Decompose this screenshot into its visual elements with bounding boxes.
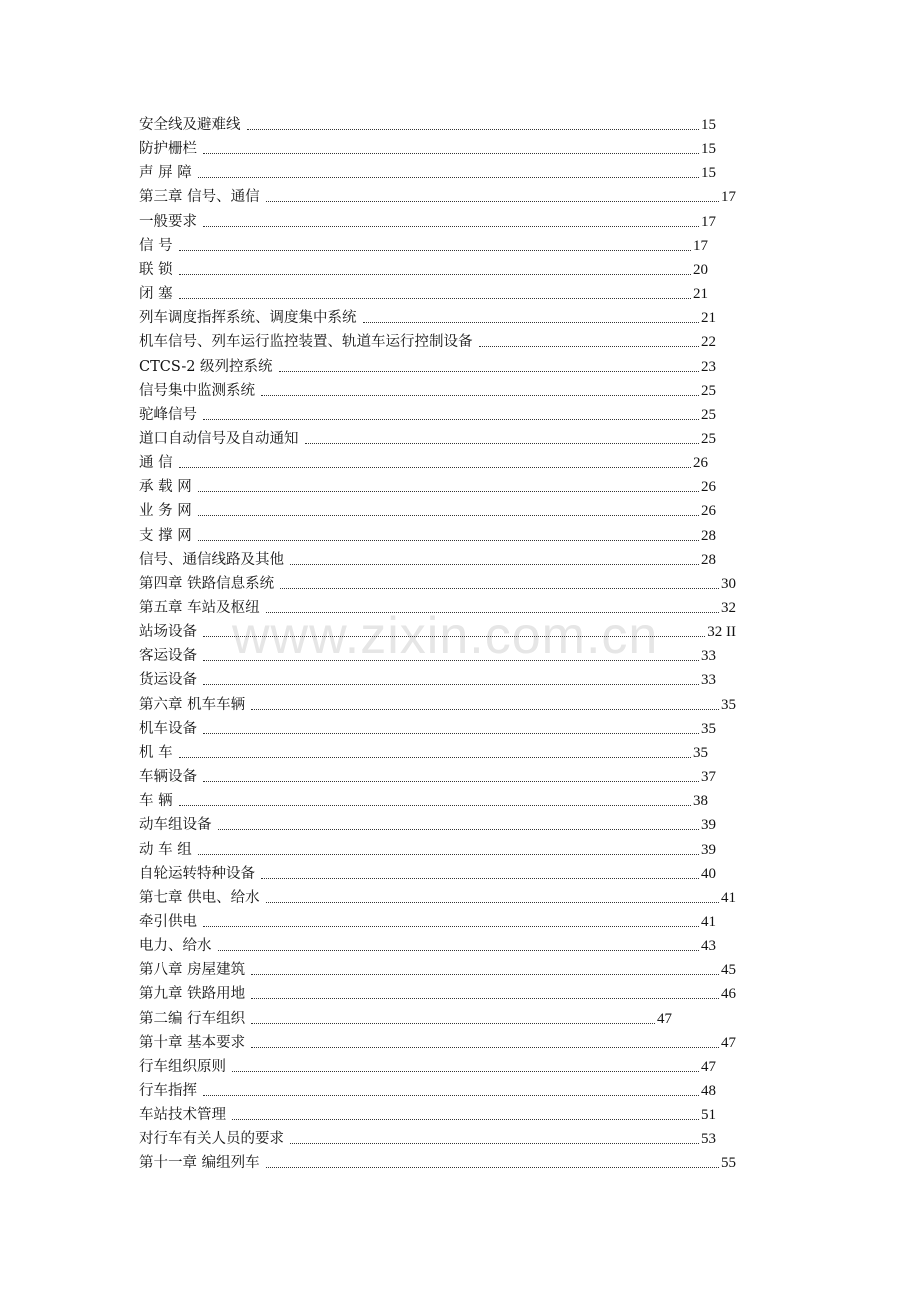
watermark: www.zixin.com.cn [232,607,659,665]
toc-entry-page: 28 [701,528,716,544]
toc-leader-dots [290,550,699,565]
toc-leader-dots [203,719,699,734]
toc-leader-dots [261,381,699,396]
toc-entry[interactable] [139,788,708,810]
toc-entry-title: 第二编 行车组织 [139,1011,246,1027]
toc-entry[interactable] [139,378,716,400]
toc-entry-page: 35 [693,745,708,761]
toc-entry[interactable] [139,281,708,303]
toc-entry-page: 33 [701,648,716,664]
toc-entry-title: 承 载 网 [139,479,192,495]
toc-entry-page: 17 [701,214,716,230]
toc-entry-title: 自轮运转特种设备 [139,866,255,882]
toc-entry[interactable] [139,1126,716,1148]
toc-entry[interactable] [139,619,736,641]
toc-leader-dots [179,260,691,275]
toc-leader-dots [290,1129,699,1144]
toc-entry-title: 货运设备 [139,672,197,688]
toc-leader-dots [203,646,699,661]
toc-entry-page: 23 [701,359,716,375]
toc-entry-page: 28 [701,552,716,568]
toc-leader-dots [266,1153,719,1168]
toc-leader-dots [232,1057,699,1072]
toc-entry-page: 39 [701,817,716,833]
toc-entry-page: 55 [721,1155,736,1171]
toc-entry-title: 车站技术管理 [139,1107,226,1123]
toc-entry-page: 17 [693,238,708,254]
toc-entry[interactable] [139,933,716,955]
toc-entry-title: 第五章 车站及枢纽 [139,600,260,616]
toc-entry-title: 行车指挥 [139,1083,197,1099]
toc-entry-page: 15 [701,117,716,133]
toc-entry[interactable] [139,184,736,206]
toc-entry[interactable] [139,547,716,569]
toc-entry[interactable] [139,402,716,424]
toc-entry[interactable] [139,692,736,714]
toc-entry-title: 第四章 铁路信息系统 [139,576,275,592]
toc-leader-dots [203,405,699,420]
toc-leader-dots [266,888,719,903]
toc-entry[interactable] [139,643,716,665]
toc-entry-title: 牵引供电 [139,914,197,930]
toc-entry-page: 21 [701,310,716,326]
toc-entry-title: 动车组设备 [139,817,212,833]
toc-entry[interactable] [139,861,716,883]
toc-leader-dots [198,501,699,516]
toc-entry-title: 机 车 [139,745,173,761]
toc-entry-page: 15 [701,141,716,157]
toc-leader-dots [218,936,700,951]
toc-leader-dots [179,453,691,468]
toc-entry-title: 通 信 [139,455,173,471]
toc-entry-title: 闭 塞 [139,286,173,302]
toc-entry[interactable] [139,209,716,231]
toc-entry[interactable] [139,354,716,376]
toc-entry[interactable] [139,474,716,496]
toc-entry-page: 48 [701,1083,716,1099]
toc-entry-page: 47 [657,1011,672,1027]
toc-entry[interactable] [139,1102,716,1124]
toc-entry-title: 业 务 网 [139,503,192,519]
toc-entry-page: 41 [701,914,716,930]
toc-entry-title: 声 屏 障 [139,165,192,181]
toc-entry-title: 安全线及避难线 [139,117,241,133]
toc-entry[interactable] [139,160,716,182]
toc-entry-title: 防护栅栏 [139,141,197,157]
toc-leader-dots [251,960,719,975]
toc-entry-page: 41 [721,890,736,906]
toc-leader-dots [305,429,700,444]
toc-entry-title: 机车设备 [139,721,197,737]
toc-leader-dots [198,840,699,855]
toc-entry[interactable] [139,571,736,593]
toc-entry-page: 32 [721,600,736,616]
toc-entry-page: 38 [693,793,708,809]
toc-entry[interactable] [139,112,716,134]
toc-leader-dots [203,622,705,637]
toc-leader-dots [251,695,719,710]
toc-entry-title: 第八章 房屋建筑 [139,962,246,978]
toc-entry[interactable] [139,716,716,738]
toc-entry[interactable] [139,764,716,786]
toc-entry[interactable] [139,1030,736,1052]
toc-entry-page: 15 [701,165,716,181]
toc-entry-page: 43 [701,938,716,954]
toc-entry-title: CTCS-2 级列控系统 [139,359,273,375]
toc-entry-title: 对行车有关人员的要求 [139,1131,284,1147]
toc-entry[interactable] [139,426,716,448]
toc-entry-page: 47 [721,1035,736,1051]
toc-entry[interactable] [139,812,716,834]
toc-entry-title: 道口自动信号及自动通知 [139,431,299,447]
toc-leader-dots [198,163,699,178]
toc-leader-dots [179,791,691,806]
toc-entry-page: 26 [701,503,716,519]
toc-entry-page: 53 [701,1131,716,1147]
toc-entry-title: 第三章 信号、通信 [139,189,260,205]
toc-entry-title: 第六章 机车车辆 [139,697,246,713]
toc-leader-dots [266,598,719,613]
toc-entry[interactable] [139,1078,716,1100]
toc-entry[interactable] [139,667,716,689]
toc-entry[interactable] [139,595,736,617]
toc-entry-title: 一般要求 [139,214,197,230]
toc-entry-page: 32 II [707,624,736,640]
toc-entry-title: 行车组织原则 [139,1059,226,1075]
toc-entry-page: 45 [721,962,736,978]
toc-entry-title: 驼峰信号 [139,407,197,423]
toc-entry[interactable] [139,498,716,520]
toc-leader-dots [203,767,699,782]
toc-entry-title: 第十一章 编组列车 [139,1155,260,1171]
toc-entry-title: 电力、给水 [139,938,212,954]
toc-entry-title: 列车调度指挥系统、调度集中系统 [139,310,357,326]
toc-entry-title: 信 号 [139,238,173,254]
toc-leader-dots [179,743,691,758]
toc-entry[interactable] [139,909,716,931]
toc-entry[interactable] [139,257,708,279]
toc-leader-dots [198,477,699,492]
toc-entry-title: 第十章 基本要求 [139,1035,246,1051]
toc-entry-page: 30 [721,576,736,592]
toc-leader-dots [261,864,699,879]
toc-entry-title: 信号、通信线路及其他 [139,552,284,568]
toc-entry-title: 车辆设备 [139,769,197,785]
toc-leader-dots [247,115,700,130]
toc-leader-dots [203,1081,699,1096]
toc-entry-title: 支 撑 网 [139,528,192,544]
toc-leader-dots [232,1105,699,1120]
toc-entry-page: 25 [701,431,716,447]
toc-leader-dots [266,187,719,202]
toc-entry-page: 17 [721,189,736,205]
toc-entry-page: 40 [701,866,716,882]
toc-entry-page: 33 [701,672,716,688]
toc-leader-dots [251,1033,719,1048]
toc-entry-page: 51 [701,1107,716,1123]
toc-entry[interactable] [139,885,736,907]
toc-leader-dots [279,357,699,372]
toc-entry-page: 22 [701,334,716,350]
toc-entry-title: 客运设备 [139,648,197,664]
toc-entry[interactable] [139,523,716,545]
toc-entry-page: 26 [693,455,708,471]
toc-entry[interactable] [139,1054,716,1076]
toc-entry[interactable] [139,329,716,351]
toc-leader-dots [198,526,699,541]
toc-entry[interactable] [139,233,708,255]
toc-entry[interactable] [139,837,716,859]
toc-entry[interactable] [139,305,716,327]
toc-entry-title: 第七章 供电、给水 [139,890,260,906]
toc-entry-title: 第九章 铁路用地 [139,986,246,1002]
toc-leader-dots [251,1009,655,1024]
toc-entry[interactable] [139,450,708,472]
toc-entry-title: 联 锁 [139,262,173,278]
toc-entry-page: 37 [701,769,716,785]
toc-leader-dots [251,984,719,999]
toc-leader-dots [280,574,719,589]
toc-entry-page: 39 [701,842,716,858]
toc-entry[interactable] [139,740,708,762]
toc-entry-page: 25 [701,383,716,399]
toc-entry-page: 25 [701,407,716,423]
toc-leader-dots [179,284,691,299]
toc-entry[interactable] [139,1006,672,1028]
toc-leader-dots [218,815,700,830]
toc-entry[interactable] [139,957,736,979]
toc-entry-title: 机车信号、列车运行监控装置、轨道车运行控制设备 [139,334,473,350]
toc-entry-title: 站场设备 [139,624,197,640]
toc-leader-dots [363,308,700,323]
toc-entry[interactable] [139,981,736,1003]
toc-entry-page: 21 [693,286,708,302]
toc-entry-page: 35 [701,721,716,737]
toc-leader-dots [203,212,699,227]
toc-entry-page: 47 [701,1059,716,1075]
toc-leader-dots [203,670,699,685]
toc-entry-title: 信号集中监测系统 [139,383,255,399]
toc-entry-page: 20 [693,262,708,278]
toc-entry-title: 动 车 组 [139,842,192,858]
toc-entry-page: 26 [701,479,716,495]
toc-entry-page: 35 [721,697,736,713]
toc-leader-dots [203,139,699,154]
toc-entry-title: 车 辆 [139,793,173,809]
toc-entry-page: 46 [721,986,736,1002]
toc-leader-dots [203,912,699,927]
toc-leader-dots [479,332,700,347]
toc-entry[interactable] [139,1150,736,1172]
toc-entry[interactable] [139,136,716,158]
toc-leader-dots [179,236,691,251]
